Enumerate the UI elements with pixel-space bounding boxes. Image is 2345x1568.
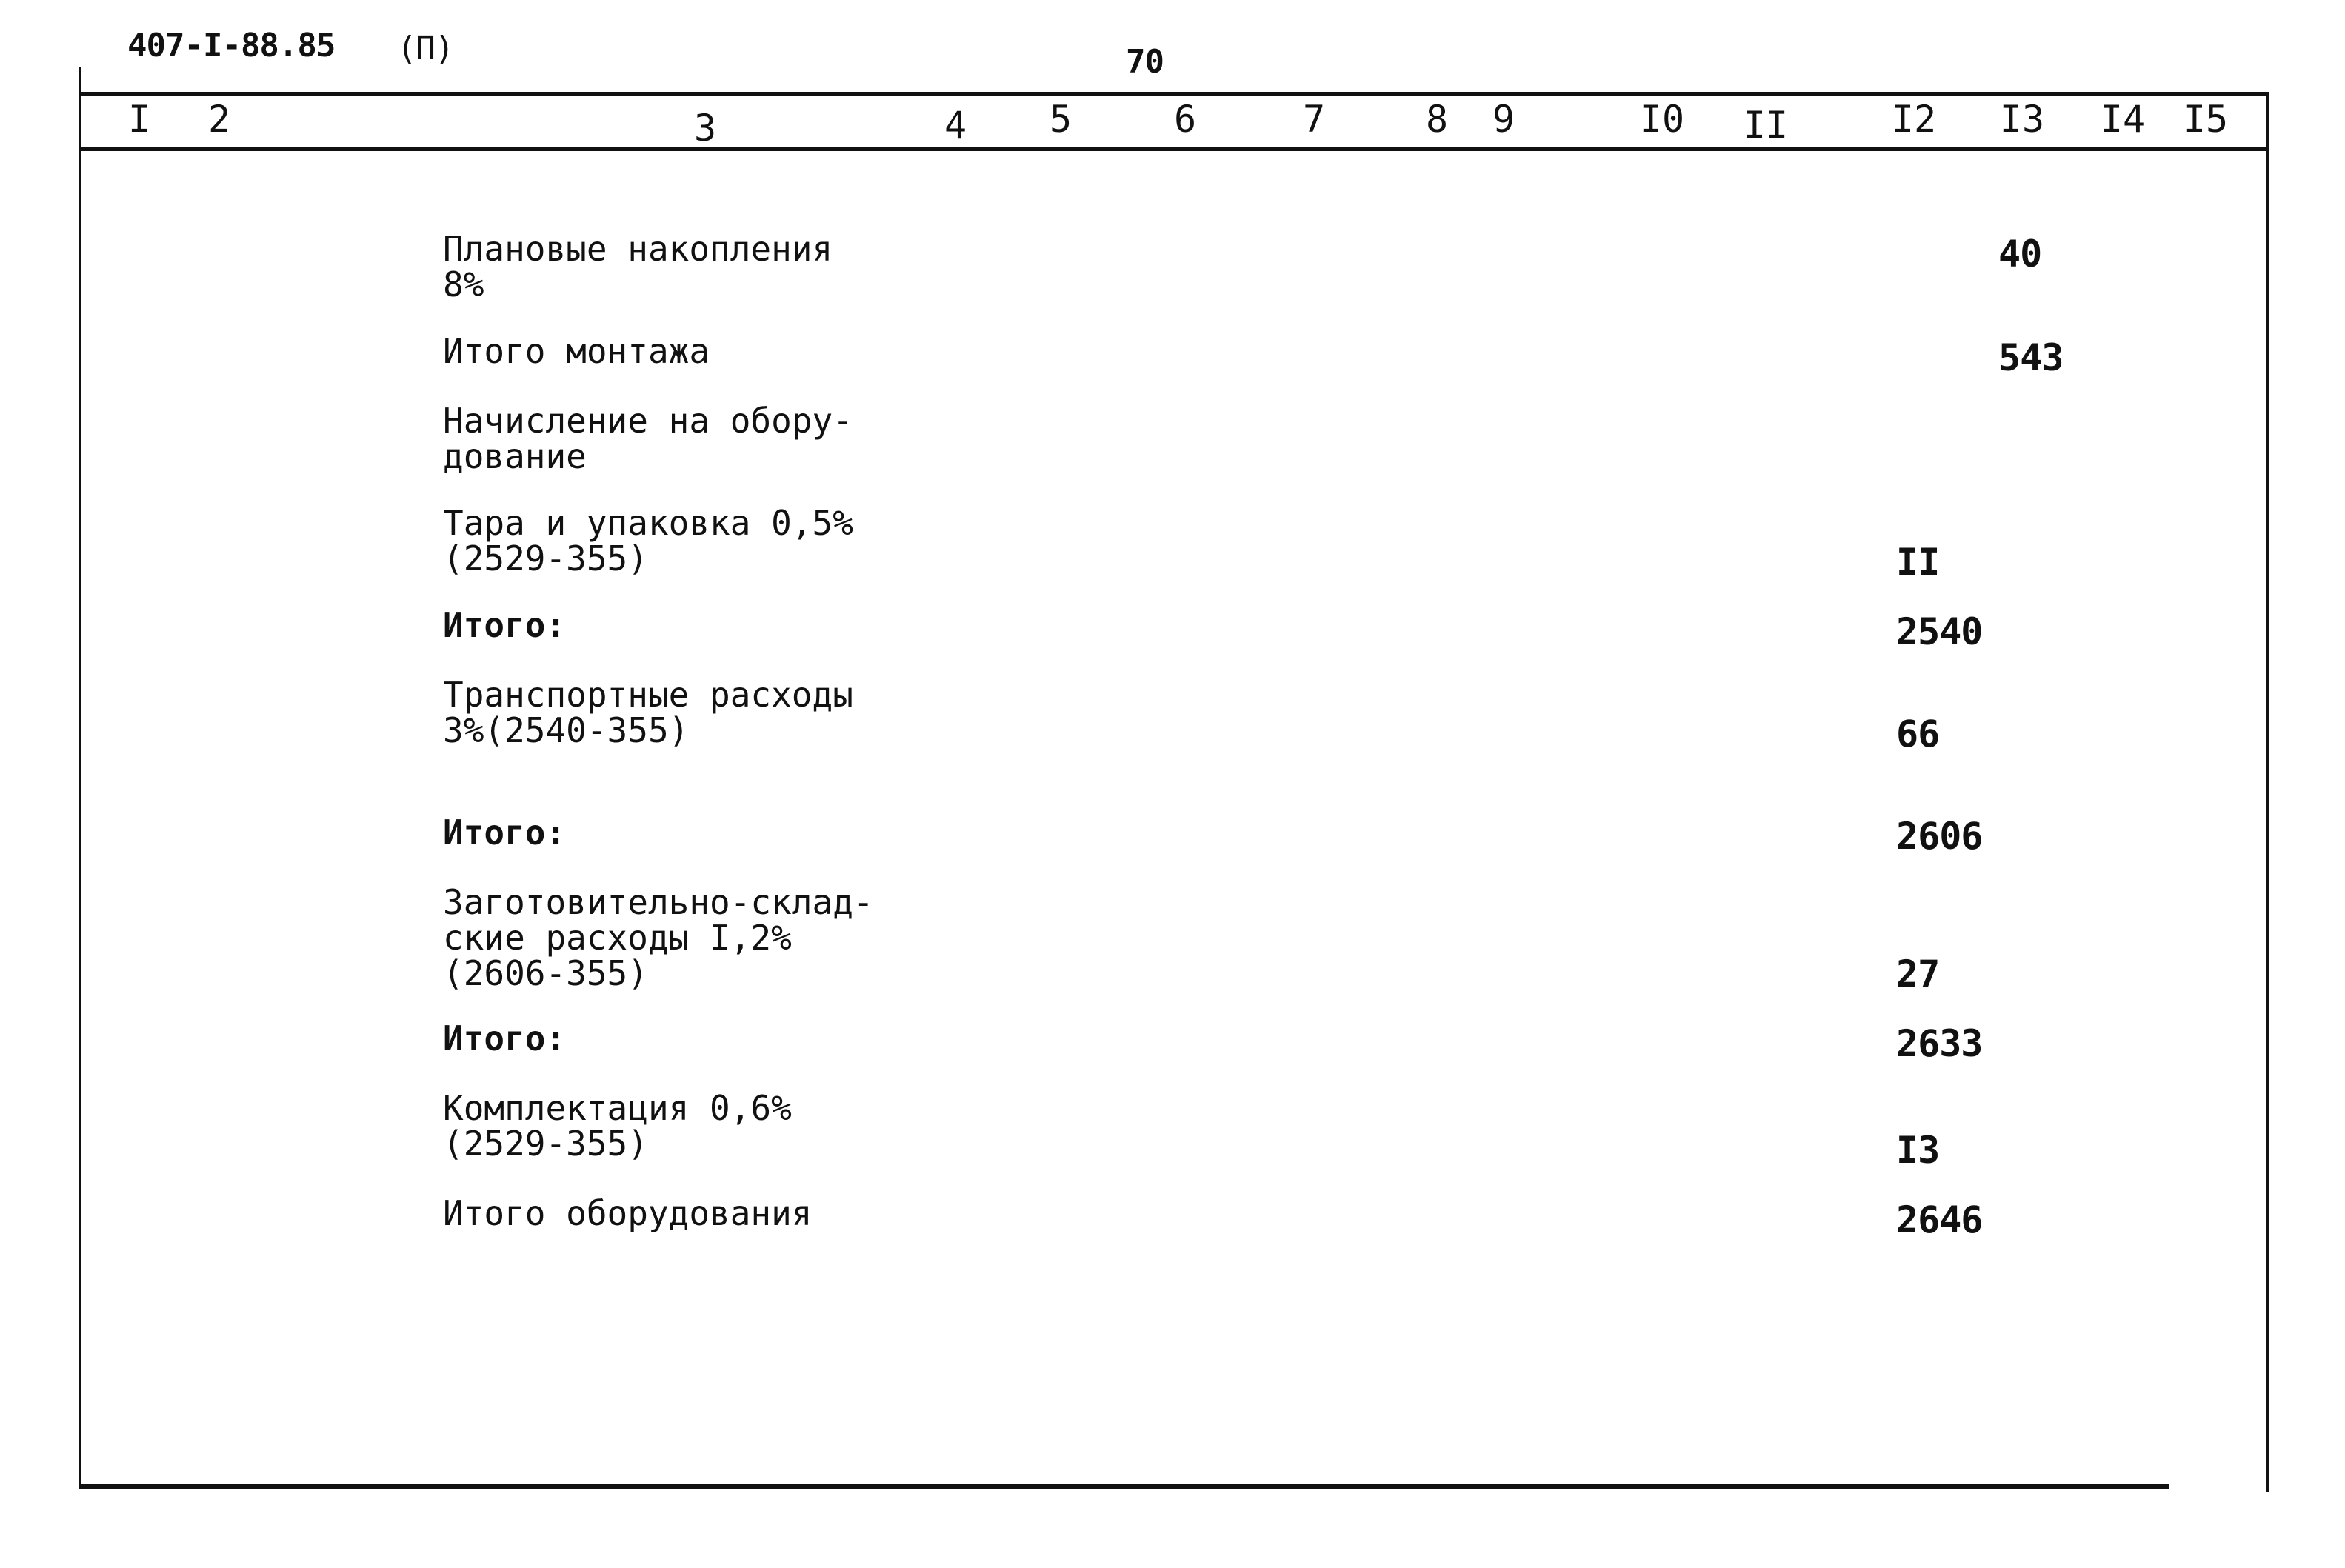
row-label xyxy=(443,505,853,576)
row-label-line: ские расходы I,2% xyxy=(443,918,792,958)
row-label xyxy=(443,884,874,991)
column-number: II xyxy=(1743,104,1789,147)
table-left-border xyxy=(79,67,81,1489)
row-label-line: (2606-355) xyxy=(443,953,648,993)
row-label-line: Итого оборудования xyxy=(443,1193,813,1233)
column-number: 7 xyxy=(1302,98,1326,141)
amount-col12: 2646 xyxy=(1896,1198,1983,1241)
row-label xyxy=(443,1195,813,1231)
amount-col12: 27 xyxy=(1896,953,1940,995)
column-number: 2 xyxy=(207,98,231,141)
row-label-line: Итого: xyxy=(443,605,567,645)
column-number: 3 xyxy=(693,107,717,150)
row-label xyxy=(443,231,833,302)
amount-col13: 40 xyxy=(1998,233,2042,276)
amount-col12: 66 xyxy=(1896,713,1940,755)
row-label-line: Заготовительно-склад- xyxy=(443,882,874,922)
row-label-line: Транспортные расходы xyxy=(443,675,853,715)
row-label xyxy=(443,403,853,474)
row-label xyxy=(443,813,567,853)
table-top-border xyxy=(80,92,2266,96)
row-label-line: 8% xyxy=(443,264,484,304)
amount-col13: 543 xyxy=(1998,336,2064,379)
table-bottom-border xyxy=(81,1484,2169,1489)
row-label xyxy=(443,677,853,748)
amount-col12: 2633 xyxy=(1896,1022,1983,1065)
row-label-line: 3%(2540-355) xyxy=(443,710,690,750)
column-number: 8 xyxy=(1425,98,1449,141)
table-right-border xyxy=(2266,92,2269,1492)
column-number: I4 xyxy=(2100,98,2146,141)
amount-col12: I3 xyxy=(1896,1129,1940,1172)
row-label-line: (2529-355) xyxy=(443,538,648,578)
row-label xyxy=(443,607,566,643)
column-number: 4 xyxy=(944,104,967,147)
row-label-line: Итого монтажа xyxy=(443,331,710,371)
row-label-line: Комплектация 0,6% xyxy=(443,1088,792,1128)
header-bottom-border xyxy=(80,147,2266,151)
column-number: I5 xyxy=(2183,98,2229,141)
amount-col12: 2606 xyxy=(1896,815,1983,858)
column-number: I xyxy=(127,98,151,141)
row-label-line: дование xyxy=(443,436,587,476)
document-code: 407-I-88.85 xyxy=(127,27,336,64)
column-number: I2 xyxy=(1891,98,1937,141)
row-label-line: (2529-355) xyxy=(443,1124,648,1164)
document-mark: (П) xyxy=(397,30,454,67)
row-label-line: Итого: xyxy=(443,813,567,853)
column-number: I0 xyxy=(1639,98,1685,141)
page-number: 70 xyxy=(1126,43,1164,81)
row-label-line: Итого: xyxy=(443,1018,567,1058)
row-label-line: Плановые накопления xyxy=(443,229,833,269)
amount-col12: II xyxy=(1896,541,1940,584)
row-label-line: Тара и упаковка 0,5% xyxy=(443,503,853,543)
column-number: 5 xyxy=(1049,98,1073,141)
amount-col12: 2540 xyxy=(1896,610,1983,653)
row-label xyxy=(443,333,710,369)
column-number: 6 xyxy=(1173,98,1197,141)
column-number: I3 xyxy=(1999,98,2045,141)
row-label xyxy=(443,1018,567,1058)
row-label xyxy=(443,1088,792,1164)
column-number: 9 xyxy=(1492,98,1515,141)
row-label-line: Начисление на обору- xyxy=(443,401,853,441)
